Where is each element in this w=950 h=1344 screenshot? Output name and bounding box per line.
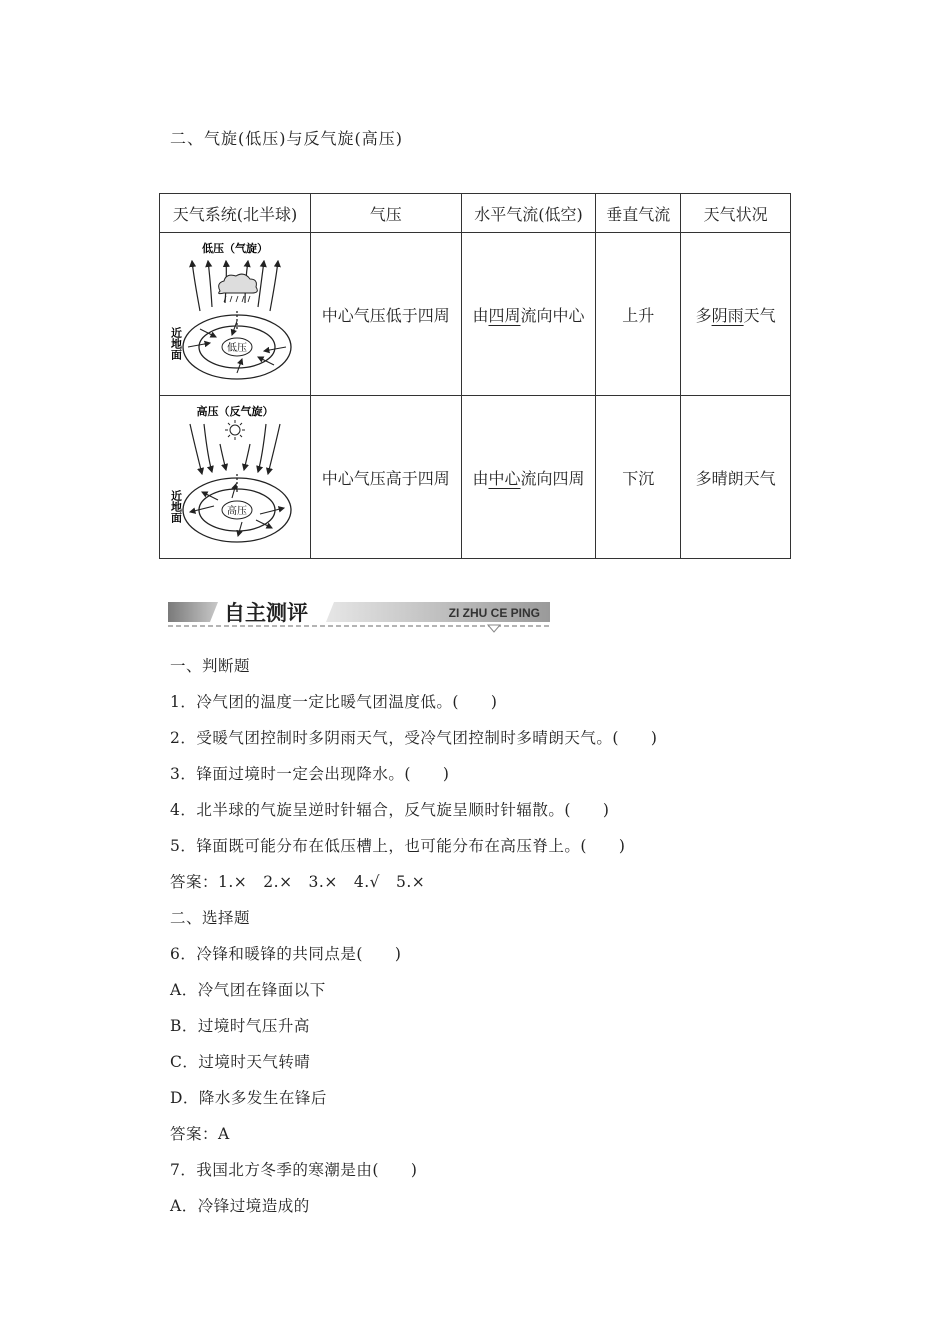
cyclone-weather-underlined: 阴雨	[711, 305, 744, 325]
cyclone-side-label: 近地面	[169, 327, 183, 360]
sun-icon	[225, 420, 245, 440]
cyclone-diagram	[170, 239, 300, 389]
part1-heading: 一、判断题	[170, 657, 251, 675]
cyclone-vertical-flow: 上升	[596, 233, 681, 396]
answer-question-6: 答案：A	[170, 1125, 230, 1143]
table-row-anticyclone	[160, 396, 791, 559]
anticyclone-diagram-cell	[160, 396, 311, 559]
cyclone-flow-underlined: 四周	[488, 305, 521, 325]
section-title: 二、气旋(低压)与反气旋(高压)	[170, 129, 403, 148]
anticyclone-side-label: 近地面	[169, 490, 183, 523]
cyclone-diagram-title: 低压（气旋）	[201, 242, 268, 255]
banner-subtitle: ZI ZHU CE PING	[448, 606, 540, 620]
question-6-option-b: B．过境时气压升高	[170, 1017, 310, 1035]
cyclone-pressure: 中心气压低于四周	[310, 233, 461, 396]
header-weather-system: 天气系统(北半球)	[160, 194, 311, 233]
cyclone-center-label: 低压	[226, 343, 247, 354]
question-3: 3．锋面过境时一定会出现降水。( )	[170, 765, 450, 783]
anticyclone-center-label: 高压	[226, 506, 247, 517]
cyclone-diagram-cell	[160, 233, 311, 396]
header-pressure: 气压	[310, 194, 461, 233]
sinking-air-arrows	[190, 424, 280, 474]
header-vertical-flow: 垂直气流	[596, 194, 681, 233]
header-weather-condition: 天气状况	[681, 194, 791, 233]
weather-system-table	[159, 193, 791, 559]
anticyclone-weather: 多晴朗天气	[681, 396, 791, 559]
anticyclone-diagram-title: 高压（反气旋）	[196, 405, 274, 418]
question-6-option-c: C．过境时天气转晴	[170, 1053, 311, 1071]
question-1: 1．冷气团的温度一定比暖气团温度低。( )	[170, 693, 498, 711]
question-7-option-a: A．冷锋过境造成的	[170, 1197, 310, 1215]
question-6-option-a: A．冷气团在锋面以下	[170, 981, 326, 999]
answer-part1: 答案：1.× 2.× 3.× 4.√ 5.×	[170, 873, 426, 891]
table-header-row	[160, 194, 791, 233]
anticyclone-horizontal-flow: 由中心流向四周	[461, 396, 596, 559]
part2-heading: 二、选择题	[170, 909, 251, 927]
question-5: 5．锋面既可能分布在低压槽上，也可能分布在高压脊上。( )	[170, 837, 626, 855]
self-assessment-banner	[168, 598, 550, 634]
question-4: 4．北半球的气旋呈逆时针辐合，反气旋呈顺时针辐散。( )	[170, 801, 610, 819]
cyclone-weather: 多阴雨天气	[681, 233, 791, 396]
anticyclone-flow-underlined: 中心	[488, 468, 521, 488]
anticyclone-pressure: 中心气压高于四周	[310, 396, 461, 559]
cyclone-horizontal-flow: 由四周流向中心	[461, 233, 596, 396]
question-6-option-d: D．降水多发生在锋后	[170, 1089, 327, 1107]
question-7: 7．我国北方冬季的寒潮是由( )	[170, 1161, 418, 1179]
anticyclone-diagram	[170, 402, 300, 552]
table-row-cyclone	[160, 233, 791, 396]
banner-title: 自主测评	[224, 601, 308, 625]
header-horizontal-flow: 水平气流(低空)	[461, 194, 596, 233]
anticyclone-vertical-flow: 下沉	[596, 396, 681, 559]
cloud-rain-icon	[219, 274, 258, 302]
question-6: 6．冷锋和暖锋的共同点是( )	[170, 945, 402, 963]
question-2: 2．受暖气团控制时多阴雨天气，受冷气团控制时多晴朗天气。( )	[170, 729, 658, 747]
